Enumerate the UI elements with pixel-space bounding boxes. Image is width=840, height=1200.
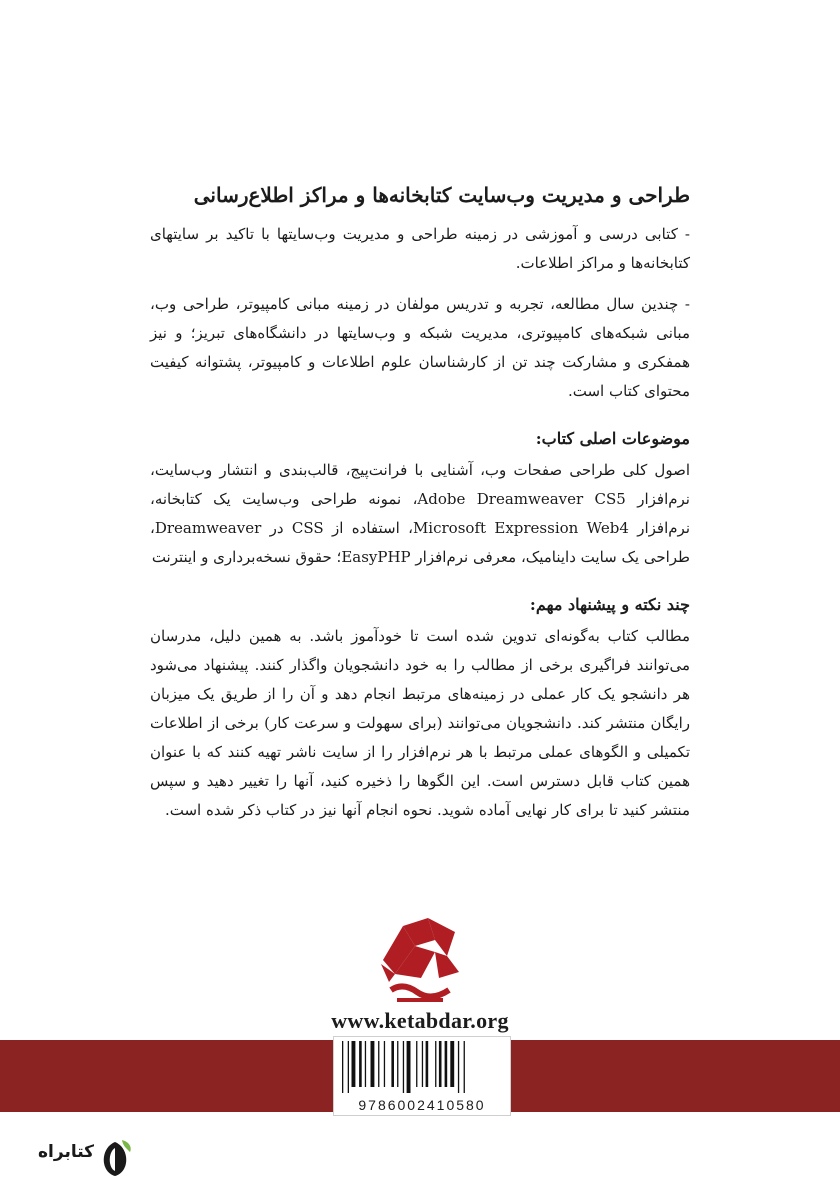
isbn-barcode [333,1036,511,1116]
publisher-logo [373,912,468,1007]
ketabrah-label: کتابراه [38,1142,95,1162]
intro-paragraph-2: - چندین سال مطالعه، تجربه و تدریس مولفان در زمینه مبانی کامپیوتر، طراحی وب، مبانی شبکه‌های کامپیوتری، مدیریت شبکه و وب‌سایتها در دانشگاه‌های تبریز؛ و نیز همفکری و مشارکت چند تن از کارشناسان علوم اطلاعات و کامپیوتر، پشتوانه کیفیت محتوای کتاب است. [150,295,690,400]
book-title: طراحی و مدیریت وب‌سایت کتابخانه‌ها و مراکز اطلاع‌رسانی [193,183,690,207]
intro-paragraph-1: - کتابی درسی و آموزشی در زمینه طراحی و مدیریت وب‌سایتها با تاکید بر سایتهای کتابخانه‌ها و مراکز اطلاعات. [150,225,690,272]
book-stack-logo-icon [373,912,468,1007]
publisher-website[interactable]: www.ketabdar.org [331,1008,509,1033]
topics-text: اصول کلی طراحی صفحات وب، آشنایی با فرانت‌پیج، قالب‌بندی و انتشار وب‌سایت، نرم‌افزار Adobe Dreamweaver CS5، نمونه طراحی وب‌سایت یک کتابخانه، نرم‌افزار Microsoft Expression Web4، استفاده از CSS در Dreamweaver، طراحی یک سایت داینامیک، معرفی نرم‌افزار EasyPHP؛ حقوق نسخه‌برداری و اینترنت [150,461,691,566]
barcode-icon [342,1041,504,1093]
cover-text-block [150,180,690,837]
ketabrah-leaf-icon [96,1138,134,1178]
ketabrah-watermark [38,1138,138,1178]
tips-heading: چند نکته و پیشنهاد مهم: [529,595,690,614]
isbn-number: 9786002410580 [358,1097,486,1113]
tips-text: مطالب کتاب به‌گونه‌ای تدوین شده است تا خودآموز باشد. به همین دلیل، مدرسان می‌توانند فراگیری برخی از مطالب را به خود دانشجویان واگذار کنند. پیشنهاد می‌شود هر دانشجو یک کار عملی در زمینه‌های مرتبط انجام دهد و آن را از طریق یک میزبان رایگان منتشر کند. دانشجویان می‌توانند (برای سهولت و سرعت کار) برخی از اطلاعات تکمیلی و الگوهای عملی مرتبط با هر نرم‌افزار را از سایت ناشر تهیه کنند که با عنوان همین کتاب قابل دسترس است. این الگوها را ذخیره کنید، آنها را تغییر دهید و سپس منتشر کنید تا برای کار نهایی آماده شوید. نحوه انجام آنها نیز در کتاب ذکر شده است. [150,627,690,819]
topics-heading: موضوعات اصلی کتاب: [535,429,690,448]
